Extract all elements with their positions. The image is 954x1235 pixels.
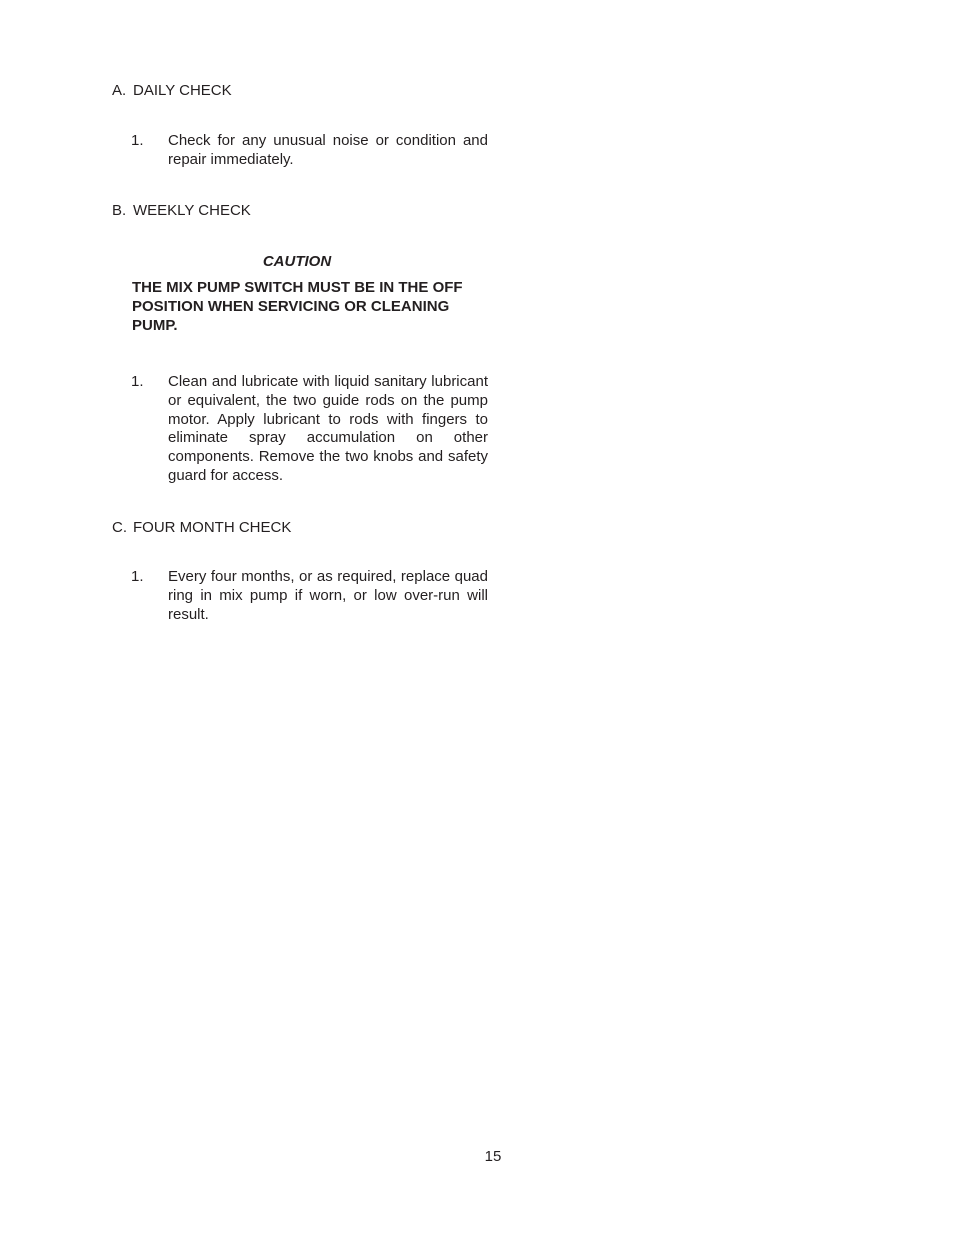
section-c-item-1-number: 1. xyxy=(131,568,144,585)
section-a-heading xyxy=(112,81,232,100)
section-b-item-1-text: Clean and lubricate with liquid sanitary lubricant or equivalent, the two guide rods on the pump motor. Apply lubricant to rods with fingers to eliminate spray accumulation on other components. Remove the two knobs and safety guard for access. xyxy=(168,373,488,484)
section-c-item-1-text: Every four months, or as required, replace quad ring in mix pump if worn, or low over-run will result. xyxy=(168,568,488,623)
section-c-letter: C. xyxy=(112,519,127,536)
section-a-item-1-text: Check for any unusual noise or condition and repair immediately. xyxy=(168,132,488,168)
section-b-item-1-number: 1. xyxy=(131,373,144,390)
section-a-title: DAILY CHECK xyxy=(133,82,232,99)
section-b-heading xyxy=(112,201,251,220)
section-b-title: WEEKLY CHECK xyxy=(133,202,251,219)
section-b-item-1 xyxy=(131,373,491,486)
caution-title: CAUTION xyxy=(262,253,332,270)
section-a-item-1 xyxy=(131,132,491,170)
section-c-title: FOUR MONTH CHECK xyxy=(133,519,292,536)
section-b-letter: B. xyxy=(112,202,127,219)
section-c-item-1 xyxy=(131,568,491,624)
page-number: 15 xyxy=(484,1148,502,1165)
section-c-heading xyxy=(112,518,291,537)
section-a-item-1-number: 1. xyxy=(131,132,144,149)
caution-text: THE MIX PUMP SWITCH MUST BE IN THE OFF POSITION WHEN SERVICING OR CLEANING PUMP. xyxy=(132,279,463,334)
section-a-letter: A. xyxy=(112,82,127,99)
